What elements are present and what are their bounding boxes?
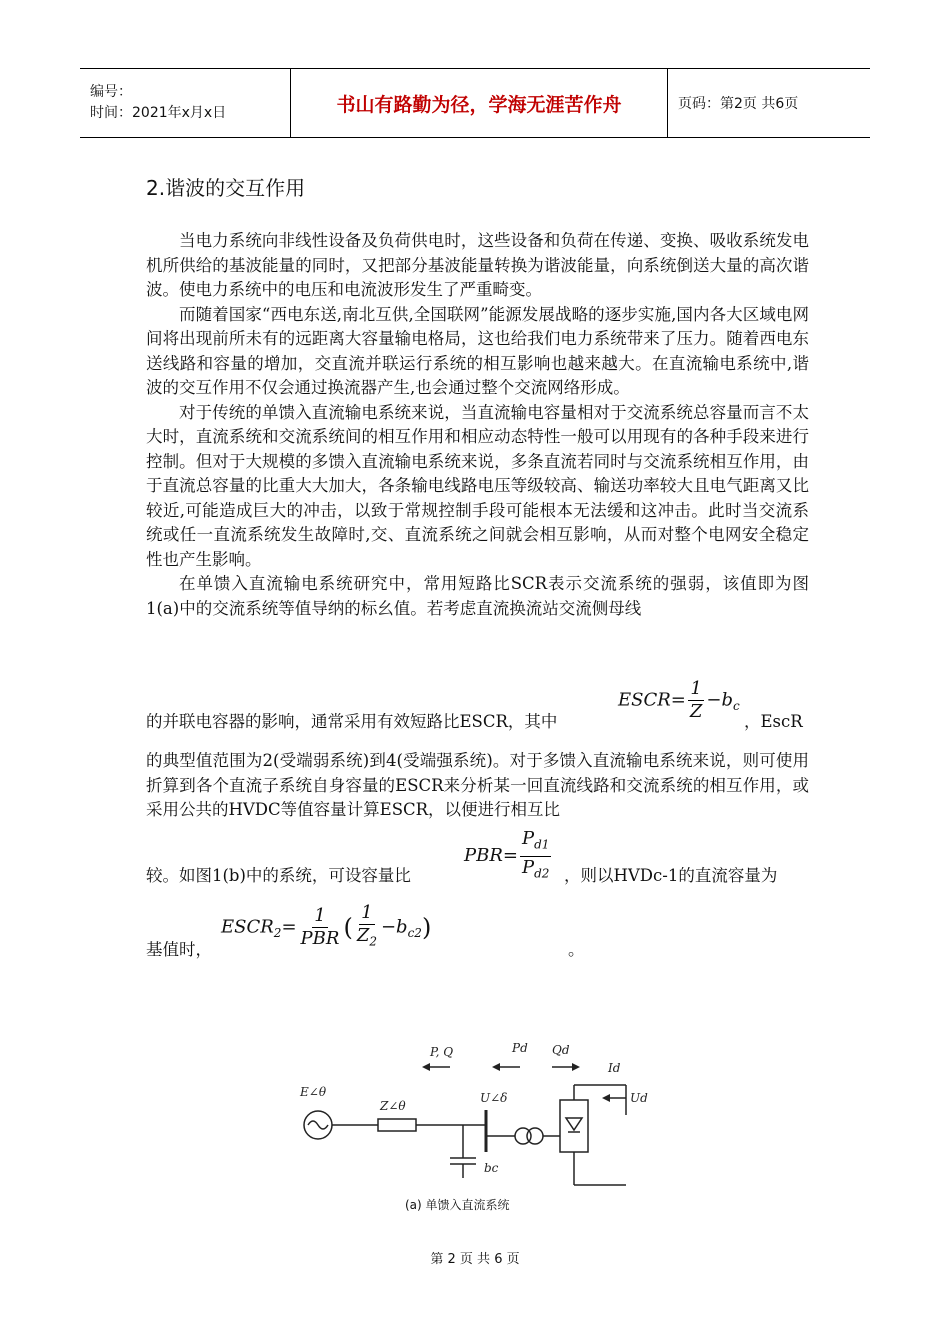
header-right (668, 69, 870, 137)
escr2-line-before: 基值时， (146, 940, 212, 959)
escr2-fraction-inner (355, 902, 379, 953)
escr2-lhs: ESCR (221, 916, 274, 938)
source-label: E∠θ (300, 1085, 327, 1099)
escr2-line-after: 。 (568, 940, 585, 959)
escr-formula (618, 678, 740, 723)
figure-caption: (a) 单馈入直流系统 (405, 1198, 510, 1212)
header-table (80, 68, 870, 138)
escr2-bc2-sub: c2 (407, 925, 422, 940)
escr2-outer-num: 1 (314, 904, 326, 926)
pbr-num-p: P (521, 828, 535, 849)
escr2-z-sub: 2 (369, 934, 377, 949)
id-label: Id (608, 1061, 621, 1075)
escr2-minus-b: −b (380, 916, 408, 938)
pd-label: Pd (512, 1041, 528, 1055)
escr-minus-b: −b (706, 689, 734, 711)
escr2-inner-den (355, 925, 379, 953)
paragraph-4: 在单馈入直流输电系统研究中，常用短路比SCR表示交流系统的强弱，该值即为图1(a)中的交流系统等值导纳的标幺值。若考虑直流换流站交流侧母线 (146, 574, 809, 618)
escr2-paren-close: ) (421, 913, 432, 942)
pbr-fraction (520, 828, 551, 884)
escr-num: 1 (690, 678, 702, 699)
transformer-winding-2 (527, 1128, 543, 1144)
body-paragraphs (146, 229, 809, 621)
escr2-eq: = (281, 916, 297, 938)
ud-label: Ud (630, 1091, 648, 1105)
escr-line-before: 的并联电容器的影响，通常采用有效短路比ESCR，其中 (146, 712, 558, 731)
pbr-line-after: ，则以HVDc-1的直流容量为 (564, 866, 778, 885)
paragraph-4-continued: 的典型值范围为2(受端弱系统)到4(受端强系统)。对于多馈入直流输电系统来说，则可使用折算到各个直流子系统自身容量的ESCR来分析某一回直流线路和交流系统的相互作用，或采用公共的HVDC等值容量计算ESCR，以便进行相互比 (146, 751, 809, 819)
pbr-den (520, 857, 551, 885)
escr2-outer-den: PBR (300, 927, 340, 949)
page-footer: 第 2 页 共 6 页 (430, 1252, 520, 1267)
pbr-line-before: 较。如图1(b)中的系统，可设容量比 (146, 866, 411, 885)
pbr-num (520, 828, 551, 857)
paragraph-1: 当电力系统向非线性设备及负荷供电时，这些设备和负荷在传递、变换、吸收系统发电机所供给的基波能量的同时，又把部分基波能量转换为谐波能量，向系统倒送大量的高次谐波。使电力系统中的电压和电流波形发生了严重畸变。 (146, 231, 809, 299)
page-info: 页码：第2页 共6页 (678, 96, 799, 112)
pbr-num-sub: d1 (534, 837, 550, 852)
escr2-formula (221, 902, 431, 953)
pbr-formula (464, 828, 553, 884)
pq-label: P, Q (430, 1045, 454, 1059)
escr2-fraction-outer (299, 905, 342, 950)
converter-valve-symbol (566, 1118, 582, 1130)
bc-label: bc (484, 1161, 499, 1175)
qd-label: Qd (552, 1043, 570, 1057)
motto-text: 书山有路勤为径，学海无涯苦作舟 (336, 93, 622, 116)
section-title: 2.谐波的交互作用 (146, 176, 306, 200)
escr2-z: Z (356, 925, 370, 946)
paragraph-3: 对于传统的单馈入直流输电系统来说，当直流输电容量相对于交流系统总容量而言不太大时，直流系统和交流系统间的相互作用和相应动态特性一般可以用现有的各种手段来进行控制。但对于大规模的多馈入直流输电系统来说，多条直流若同时与交流系统相互作用，由于直流总容量的比重大大加大，各条输电线路电压等级较高、输送功率较大且电气距离又比较近,可能造成巨大的冲击，以致于常规控制手段可能根本无法缓和这冲击。此时当交流系统或任一直流系统发生故障时,交、直流系统之间就会相互影响，从而对整个电网安全稳定性也产生影响。 (146, 402, 809, 569)
converter-box (560, 1100, 588, 1152)
ac-source-wave (308, 1121, 328, 1129)
escr2-sub: 2 (273, 925, 282, 940)
escr-line-after: ，EscR (744, 712, 803, 731)
escr2-inner-num: 1 (361, 902, 373, 923)
escr-den: Z (689, 701, 703, 722)
pbr-lhs: PBR= (464, 845, 518, 867)
time-label: 时间：2021年x月x日 (90, 105, 227, 121)
header-motto (290, 69, 668, 137)
body-continued (146, 749, 809, 823)
impedance-label: Z∠θ (380, 1099, 406, 1113)
paragraph-2: 而随着国家“西电东送,南北互供,全国联网”能源发展战略的逐步实施,国内各大区域电网间将出现前所未有的远距离大容量输电格局，这也给我们电力系统带来了压力。随着西电东送线路和容量的增加，交直流并联运行系统的相互影响也越来越大。在直流输电系统中,谐波的交互作用不仅会通过换流器产生,也会通过整个交流网络形成。 (146, 304, 809, 397)
pbr-den-p: P (521, 856, 535, 878)
escr-bc-sub: c (733, 699, 740, 714)
impedance-symbol (378, 1119, 416, 1131)
header-left (80, 69, 290, 137)
pd-arrow-head (492, 1063, 500, 1071)
number-label: 编号： (90, 84, 132, 100)
id-arrow-head (602, 1094, 610, 1102)
pbr-den-sub: d2 (534, 866, 550, 881)
single-infeed-hvdc-diagram (290, 1030, 660, 1215)
pq-arrow-head (422, 1063, 430, 1071)
escr-fraction (688, 678, 705, 723)
escr2-paren-open: ( (343, 913, 353, 942)
bus-voltage-label: U∠δ (480, 1091, 508, 1105)
qd-arrow-head (572, 1063, 580, 1071)
escr-lhs: ESCR= (618, 689, 686, 711)
